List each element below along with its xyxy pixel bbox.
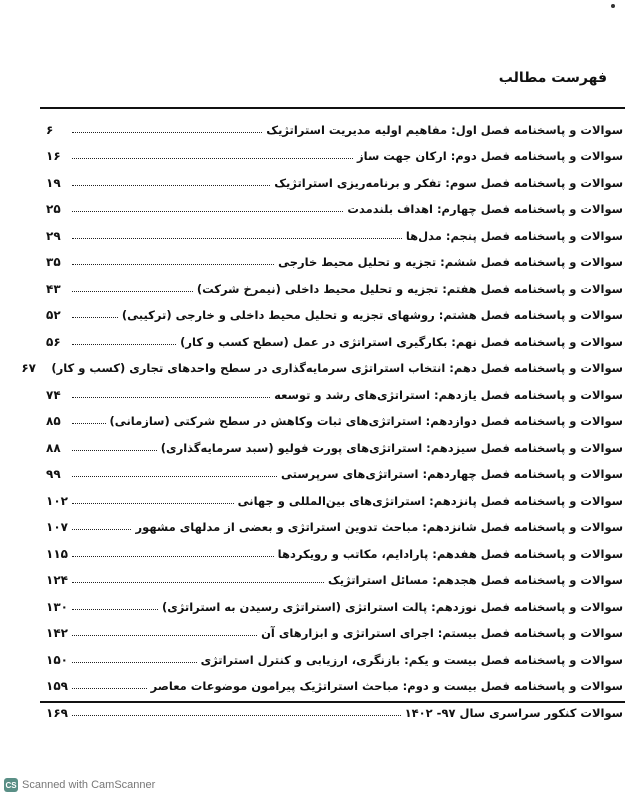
toc-entry (40, 617, 625, 644)
toc-entry-title: سوالات و پاسخنامه فصل بیست و یکم: بازنگری، ارزیابی و کنترل استراتژی (200, 652, 623, 667)
toc-entry (40, 272, 625, 299)
toc-entry-page-number: ۱۰۷ (46, 520, 68, 534)
toc-entry (40, 696, 625, 723)
toc-entry-page-number: ۶۷ (21, 361, 36, 375)
dot-leader (72, 423, 106, 424)
toc-entry (40, 670, 625, 697)
toc-entry-title: سوالات و پاسخنامه فصل بیست و دوم: مباحث استراتژیک پیرامون موضوعات معاصر (150, 679, 623, 693)
toc-entry-page-number: ۵۲ (46, 308, 61, 322)
toc-entry-page-number: ۱۵۰ (46, 652, 68, 667)
toc-entry (40, 590, 625, 617)
dot-leader (72, 158, 353, 159)
toc-entry-page-number: ۱۴۲ (46, 626, 68, 640)
toc-entry (40, 458, 625, 485)
toc-entry-page-number: ۱۳۰ (46, 599, 68, 614)
toc-entry-title: سوالات و پاسخنامه فصل هفدهم: پارادایم، مکاتب و رویکردها (277, 546, 623, 561)
toc-entry-title: سوالات و پاسخنامه فصل چهاردهم: استراتژی‌های سرپرستی (281, 467, 623, 481)
toc-entry (40, 431, 625, 458)
toc-entry-page-number: ۱۱۵ (46, 546, 68, 561)
toc-entry-page-number: ۳۵ (46, 255, 61, 269)
toc-entry (40, 564, 625, 591)
toc-entry-title: سوالات و پاسخنامه فصل دوم: ارکان جهت ساز (357, 149, 623, 163)
toc-entry (40, 299, 625, 326)
dot-leader (72, 582, 324, 583)
dot-leader (72, 715, 401, 716)
dot-leader (72, 317, 118, 318)
toc-entry-page-number: ۷۴ (46, 387, 61, 402)
toc-entry-title: سوالات و پاسخنامه فصل پانزدهم: استراتژی‌های بین‌المللی و جهانی (237, 493, 623, 508)
camscanner-watermark (4, 778, 155, 792)
toc-entry-page-number: ۱۶۹ (46, 705, 68, 720)
toc-entry (40, 193, 625, 220)
dot-leader (72, 529, 131, 530)
dot-leader (72, 344, 176, 345)
toc-entry (40, 405, 625, 432)
toc-entry (40, 246, 625, 273)
dot-leader (72, 450, 157, 451)
toc-entry-page-number: ۶ (46, 122, 54, 137)
toc-entry (40, 537, 625, 564)
dot-leader (72, 211, 343, 212)
toc-entry-page-number: ۱۶ (46, 149, 61, 163)
dot-leader (72, 132, 262, 133)
dot-leader (72, 291, 193, 292)
toc-entry (40, 643, 625, 670)
toc-entry-title: سوالات و پاسخنامه فصل سوم: تفکر و برنامه‌ریزی استراتژیک (274, 175, 623, 190)
toc-entry (40, 325, 625, 352)
toc-list (21, 113, 625, 723)
dot-leader (72, 662, 197, 663)
toc-entry (40, 113, 625, 140)
toc-entry-title: سوالات و پاسخنامه فصل دوازدهم: استراتژی‌های ثبات وکاهش در سطح شرکتی (سازمانی) (109, 414, 623, 428)
toc-entry-title: سوالات کنکور سراسری سال ۹۷- ۱۴۰۲ (404, 705, 623, 720)
dot-leader (72, 503, 234, 504)
toc-entry-page-number: ۲۹ (46, 228, 61, 243)
toc-entry-title: سوالات و پاسخنامه فصل نهم: بکارگیری استراتژی در عمل (سطح کسب و کار) (180, 334, 623, 349)
toc-entry-page-number: ۵۶ (46, 334, 61, 349)
toc-entry-title: سوالات و پاسخنامه فصل نوزدهم: پالت استراتژی (استراتژی رسیدن به استراتژی) (161, 599, 623, 614)
toc-entry-title: سوالات و پاسخنامه فصل ششم: تجزیه و تحلیل محیط خارجی (278, 255, 623, 269)
toc-entry-title: سوالات و پاسخنامه فصل چهارم: اهداف بلندمدت (347, 202, 623, 216)
watermark-text: Scanned with CamScanner (22, 779, 156, 791)
toc-entry (40, 166, 625, 193)
toc-entry-page-number: ۱۹ (46, 175, 61, 190)
toc-entry-page-number: ۹۹ (46, 467, 61, 481)
table-of-contents (21, 107, 625, 720)
dot-leader (72, 556, 274, 557)
dot-leader (72, 688, 147, 689)
toc-entry-title: سوالات و پاسخنامه فصل یازدهم: استراتژی‌های رشد و توسعه (274, 387, 623, 402)
toc-entry (21, 352, 625, 379)
toc-entry-title: سوالات و پاسخنامه فصل شانزدهم: مباحث تدوین استراتژی و بعضی از مدلهای مشهور (135, 520, 623, 534)
toc-entry-page-number: ۲۵ (46, 202, 61, 216)
toc-entry (40, 378, 625, 405)
dot-leader (72, 635, 257, 636)
toc-entry-page-number: ۸۵ (46, 414, 61, 428)
scan-speck (611, 4, 615, 8)
dot-leader (72, 185, 270, 186)
toc-entry (40, 219, 625, 246)
toc-entry-title: سوالات و پاسخنامه فصل پنجم: مدل‌ها (405, 228, 623, 243)
dot-leader (72, 238, 402, 239)
toc-entry-page-number: ۱۰۲ (46, 493, 68, 508)
camscanner-logo-icon: CS (4, 778, 18, 792)
dot-leader (72, 609, 158, 610)
toc-entry-page-number: ۸۸ (46, 440, 61, 455)
dot-leader (72, 476, 277, 477)
toc-entry-title: سوالات و پاسخنامه فصل هفتم: تجزیه و تحلیل محیط داخلی (نیمرخ شرکت) (196, 281, 623, 296)
toc-entry-page-number: ۱۲۴ (46, 573, 68, 587)
toc-entry-title: سوالات و پاسخنامه فصل هشتم: روشهای تجزیه و تحلیل محیط داخلی و خارجی (ترکیبی) (121, 308, 623, 322)
toc-entry (40, 484, 625, 511)
toc-entry-title: سوالات و پاسخنامه فصل بیستم: اجرای استراتژی و ابزارهای آن (261, 626, 623, 640)
toc-entry-title: سوالات و پاسخنامه فصل دهم: انتخاب استراتژی سرمایه‌گذاری در سطح واحدهای تجاری (کسب و کار) (51, 361, 623, 375)
toc-entry-page-number: ۱۵۹ (46, 679, 68, 693)
dot-leader (72, 264, 274, 265)
toc-entry-title: سوالات و پاسخنامه فصل سیزدهم: استراتژی‌های پورت فولیو (سبد سرمایه‌گذاری) (160, 440, 623, 455)
dot-leader (72, 397, 270, 398)
toc-entry-page-number: ۴۳ (46, 281, 61, 296)
toc-entry-title: سوالات و پاسخنامه فصل اول: مفاهیم اولیه مدیریت استراتژیک (266, 122, 623, 137)
toc-entry (40, 511, 625, 538)
page-title: فهرست مطالب (498, 70, 607, 86)
toc-entry (40, 140, 625, 167)
toc-entry-title: سوالات و پاسخنامه فصل هجدهم: مسائل استراتژیک (327, 573, 623, 587)
